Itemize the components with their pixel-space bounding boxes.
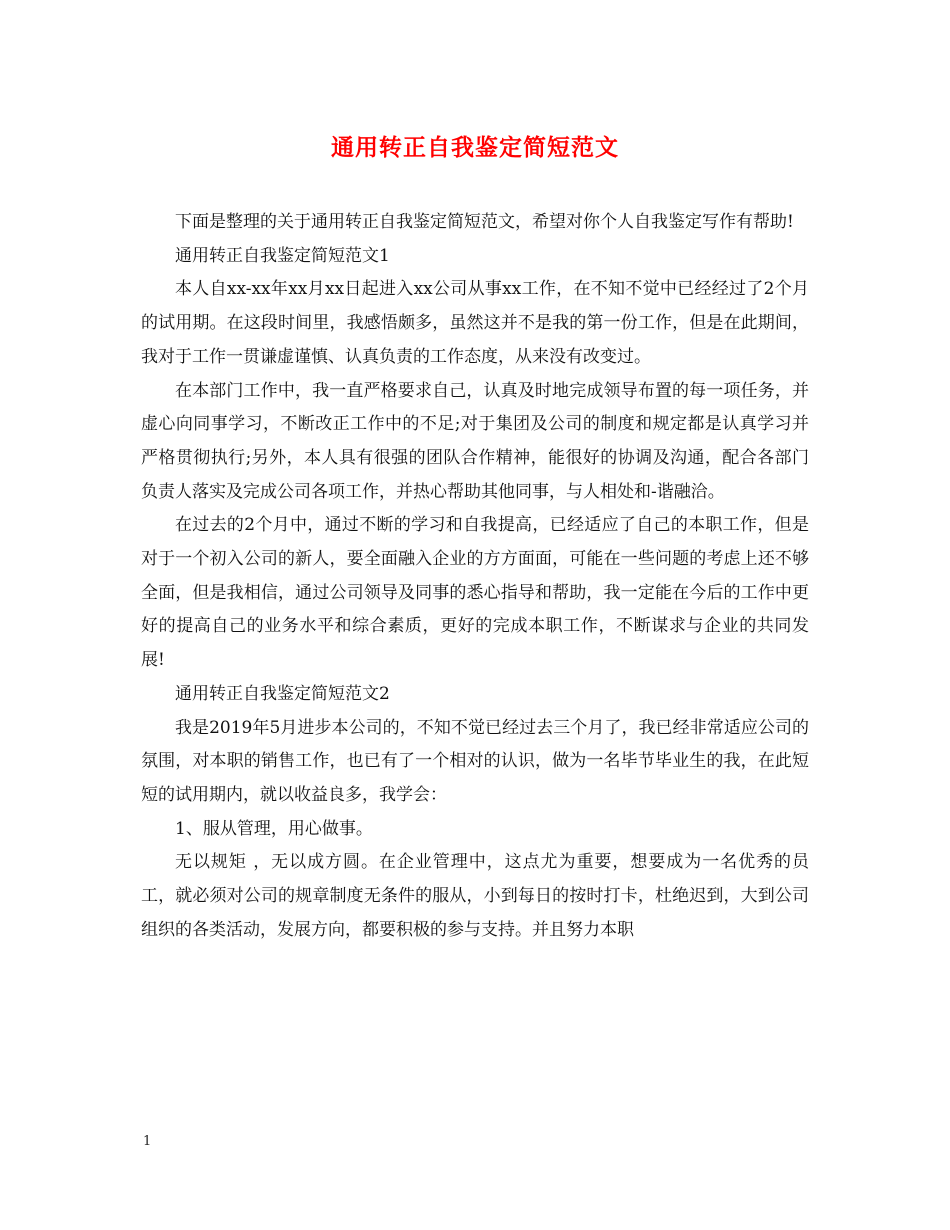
paragraph-3: 在过去的2个月中，通过不断的学习和自我提高，已经适应了自己的本职工作，但是对于一个初入公司的新人，要全面融入企业的方方面面，可能在一些问题的考虑上还不够全面，但是我相信，通过公司领导及同事的悉心指导和帮助，我一定能在今后的工作中更好的提高自己的业务水平和综合素质，更好的完成本职工作，不断谋求与企业的共同发展! (141, 515, 809, 671)
document-body (141, 206, 809, 947)
paragraph-1: 本人自xx-xx年xx月xx日起进入xx公司从事xx工作，在不知不觉中已经经过了2个月的试用期。在这段时间里，我感悟颇多，虽然这并不是我的第一份工作，但是在此期间，我对于工作一贯谦虚谨慎、认真负责的工作态度，从来没有改变过。 (141, 279, 809, 367)
paragraph-4: 我是2019年5月进步本公司的，不知不觉已经过去三个月了，我已经非常适应公司的氛围，对本职的销售工作，也已有了一个相对的认识，做为一名毕节毕业生的我，在此短短的试用期内，就以收益良多，我学会： (141, 717, 809, 805)
page-number: 1 (143, 1134, 152, 1149)
section-heading-1: 通用转正自我鉴定简短范文1 (175, 245, 390, 266)
paragraph-5: 无以规矩 ，无以成方圆。在企业管理中，这点尤为重要，想要成为一名优秀的员工，就必须对公司的规章制度无条件的服从，小到每日的按时打卡，杜绝迟到，大到公司组织的各类活动，发展方向，都要积极的参与支持。并且努力本职 (141, 852, 809, 940)
paragraph-2: 在本部门工作中，我一直严格要求自己，认真及时地完成领导布置的每一项任务，并虚心向同事学习，不断改正工作中的不足;对于集团及公司的制度和规定都是认真学习并严格贯彻执行;另外，本人具有很强的团队合作精神，能很好的协调及沟通，配合各部门负责人落实及完成公司各项工作，并热心帮助其他同事，与人相处和-谐融洽。 (141, 380, 809, 502)
list-item-1: 1、服从管理，用心做事。 (175, 818, 373, 839)
paragraph-intro: 下面是整理的关于通用转正自我鉴定简短范文，希望对你个人自我鉴定写作有帮助! (175, 212, 794, 232)
document-title: 通用转正自我鉴定简短范文 (331, 134, 619, 161)
section-heading-2: 通用转正自我鉴定简短范文2 (175, 683, 390, 704)
